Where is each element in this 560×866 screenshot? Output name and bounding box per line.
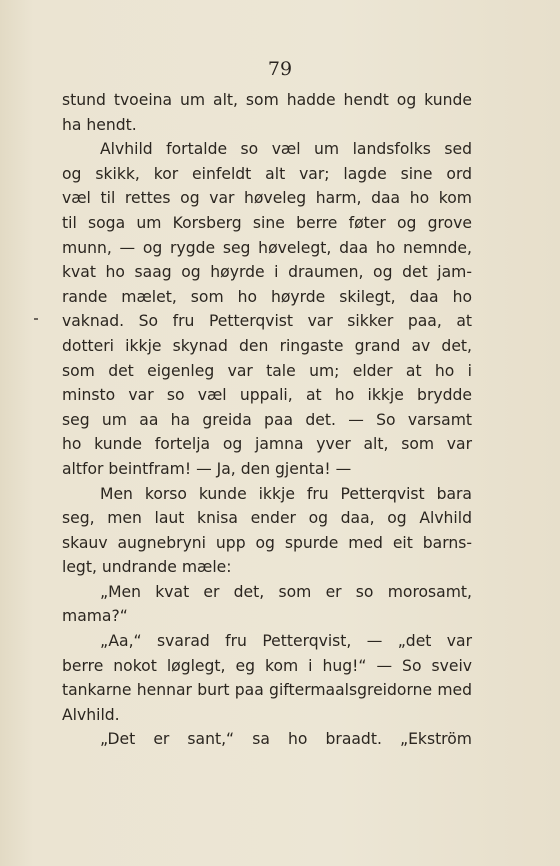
text-line: minsto var so væl uppali, at ho ikkje brydde: [62, 386, 472, 405]
text-line: Alvhild fortalde so væl um landsfolks sed: [100, 140, 472, 159]
text-line: „Det er sant,“ sa ho braadt. „Ekström: [100, 730, 472, 749]
text-line: vaknad. So fru Petterqvist var sikker paa, at: [62, 312, 472, 331]
text-line: „Men kvat er det, som er so morosamt,: [100, 582, 472, 601]
text-line: ho kunde fortelja og jamna yver alt, som var: [62, 435, 472, 454]
text-line: seg um aa ha greida paa det. — So varsamt: [62, 410, 472, 429]
text-line: og skikk, kor einfeldt alt var; lagde sine ord: [62, 164, 472, 183]
text-line: ha hendt.: [62, 115, 137, 134]
text-line: skauv augnebryni upp og spurde med eit barns-: [62, 533, 472, 552]
text-line: dotteri ikkje skynad den ringaste grand av det,: [62, 336, 472, 355]
text-line: Men korso kunde ikkje fru Petterqvist bara: [100, 484, 472, 503]
margin-mark: [34, 318, 38, 320]
text-line: stund tvoeina um alt, som hadde hendt og kunde: [62, 91, 472, 109]
text-line: til soga um Korsberg sine berre føter og grove: [62, 213, 472, 232]
text-line: altfor beintfram! — Ja, den gjenta! —: [62, 459, 352, 478]
text-line: munn, — og rygde seg høvelegt, daa ho nemnde,: [62, 238, 472, 257]
text-line: legt, undrande mæle:: [62, 558, 232, 577]
text-line: „Aa,“ svarad fru Petterqvist, — „det var: [100, 632, 472, 651]
text-line: Alvhild.: [62, 705, 120, 724]
text-line: væl til rettes og var høveleg harm, daa ho kom: [62, 189, 472, 208]
text-line: seg, men laut knisa ender og daa, og Alvhild: [62, 509, 472, 528]
text-line: rande mælet, som ho høyrde skilegt, daa ho: [62, 287, 472, 306]
text-line: som det eigenleg var tale um; elder at ho i: [62, 361, 472, 380]
text-line: berre nokot løglegt, eg kom i hug!“ — So sveiv: [62, 656, 472, 675]
body-text: [62, 88, 472, 752]
page-number: 79: [267, 58, 293, 80]
text-line: kvat ho saag og høyrde i draumen, og det jam-: [62, 263, 472, 282]
text-line: tankarne hennar burt paa giftermaalsgreidorne med: [62, 681, 472, 700]
text-line: mama?“: [62, 607, 128, 626]
